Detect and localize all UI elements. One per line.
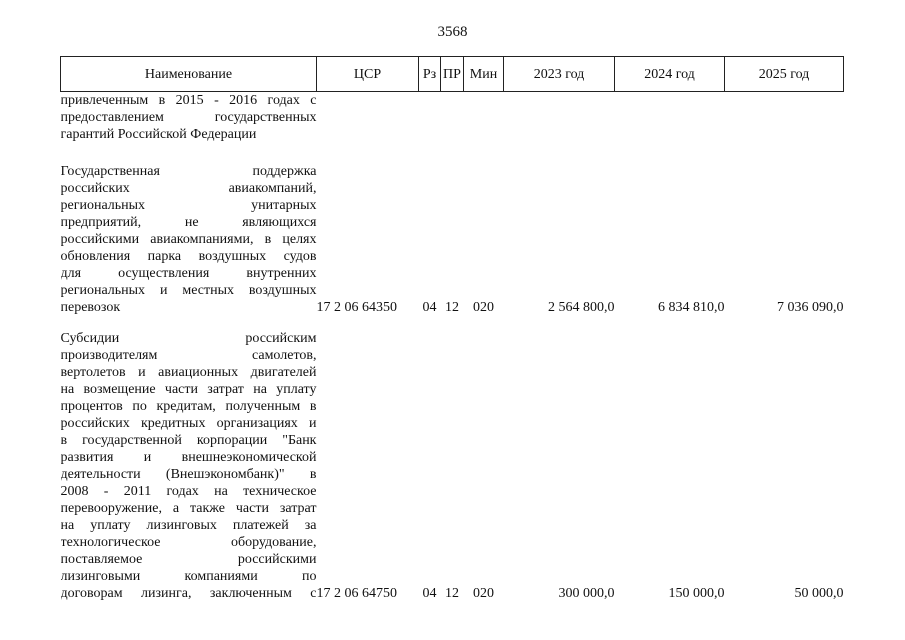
table-row <box>61 330 844 602</box>
min-cell: 020 <box>473 300 494 315</box>
name-line: российскими авиакомпаниями, в целях <box>60 232 317 247</box>
name-line: на возмещение части затрат на уплату <box>60 382 317 397</box>
name-line: российских авиакомпаний, <box>60 181 317 196</box>
rz-cell: 04 <box>422 586 437 601</box>
pr-cell <box>441 92 464 144</box>
header-name: Наименование <box>61 57 317 92</box>
rz-cell <box>419 92 441 144</box>
name-line: перевооружение, а также части затрат <box>60 501 317 516</box>
amount-2024-cell: 150 000,0 <box>668 586 725 601</box>
budget-table <box>60 56 844 602</box>
name-line: договорам лизинга, заключенным с <box>60 586 317 601</box>
row-name-cell <box>61 163 317 316</box>
table-row <box>61 92 844 144</box>
name-line: деятельности (Внешэкономбанк)" в <box>60 467 317 482</box>
name-line: технологическое оборудование, <box>60 535 317 550</box>
min-cell: 020 <box>473 586 494 601</box>
name-line: российских кредитных организациях и <box>60 416 317 431</box>
name-line: Субсидии российским <box>60 331 317 346</box>
header-rz: Рз <box>419 57 441 92</box>
name-line: лизинговыми компаниями по <box>60 569 317 584</box>
header-csr: ЦСР <box>317 57 419 92</box>
name-line: привлеченным в 2015 - 2016 годах с <box>60 93 317 108</box>
rz-cell: 04 <box>422 300 437 315</box>
name-line: вертолетов и авиационных двигателей <box>60 365 317 380</box>
amount-2025-cell: 7 036 090,0 <box>777 300 844 315</box>
name-line: для осуществления внутренних <box>60 266 317 281</box>
pr-cell: 12 <box>445 586 459 601</box>
header-min: Мин <box>464 57 504 92</box>
name-line: предприятий, не являющихся <box>60 215 317 230</box>
csr-cell: 17 2 06 64350 <box>316 300 397 315</box>
header-2025: 2025 год <box>725 57 844 92</box>
name-line: 2008 - 2011 годах на техническое <box>60 484 317 499</box>
name-line: региональных унитарных <box>60 198 317 213</box>
amount-2025-cell <box>725 92 844 144</box>
name-line: гарантий Российской Федерации <box>60 127 257 142</box>
amount-2024-cell: 6 834 810,0 <box>658 300 725 315</box>
csr-cell <box>317 92 419 144</box>
min-cell <box>464 92 504 144</box>
header-2023: 2023 год <box>504 57 615 92</box>
name-line: Государственная поддержка <box>60 164 317 179</box>
header-2024: 2024 год <box>615 57 725 92</box>
name-line: предоставлением государственных <box>60 110 317 125</box>
csr-cell: 17 2 06 64750 <box>316 586 397 601</box>
pr-cell: 12 <box>445 300 459 315</box>
name-line: региональных и местных воздушных <box>60 283 317 298</box>
row-name-cell <box>61 330 317 602</box>
name-line: процентов по кредитам, полученным в <box>60 399 317 414</box>
amount-2025-cell: 50 000,0 <box>794 586 844 601</box>
table-header-row <box>61 57 844 92</box>
name-line: перевозок <box>60 300 121 315</box>
amount-2023-cell <box>504 92 615 144</box>
name-line: обновления парка воздушных судов <box>60 249 317 264</box>
page-number: 3568 <box>437 24 468 40</box>
header-pr: ПР <box>441 57 464 92</box>
amount-2023-cell: 300 000,0 <box>558 586 615 601</box>
name-line: в государственной корпорации "Банк <box>60 433 317 448</box>
amount-2024-cell <box>615 92 725 144</box>
amount-2023-cell: 2 564 800,0 <box>548 300 615 315</box>
name-line: на уплату лизинговых платежей за <box>60 518 317 533</box>
table-row <box>61 163 844 316</box>
row-name-cell <box>61 92 317 144</box>
name-line: поставляемое российскими <box>60 552 317 567</box>
name-line: производителям самолетов, <box>60 348 317 363</box>
name-line: развития и внешнеэкономической <box>60 450 317 465</box>
